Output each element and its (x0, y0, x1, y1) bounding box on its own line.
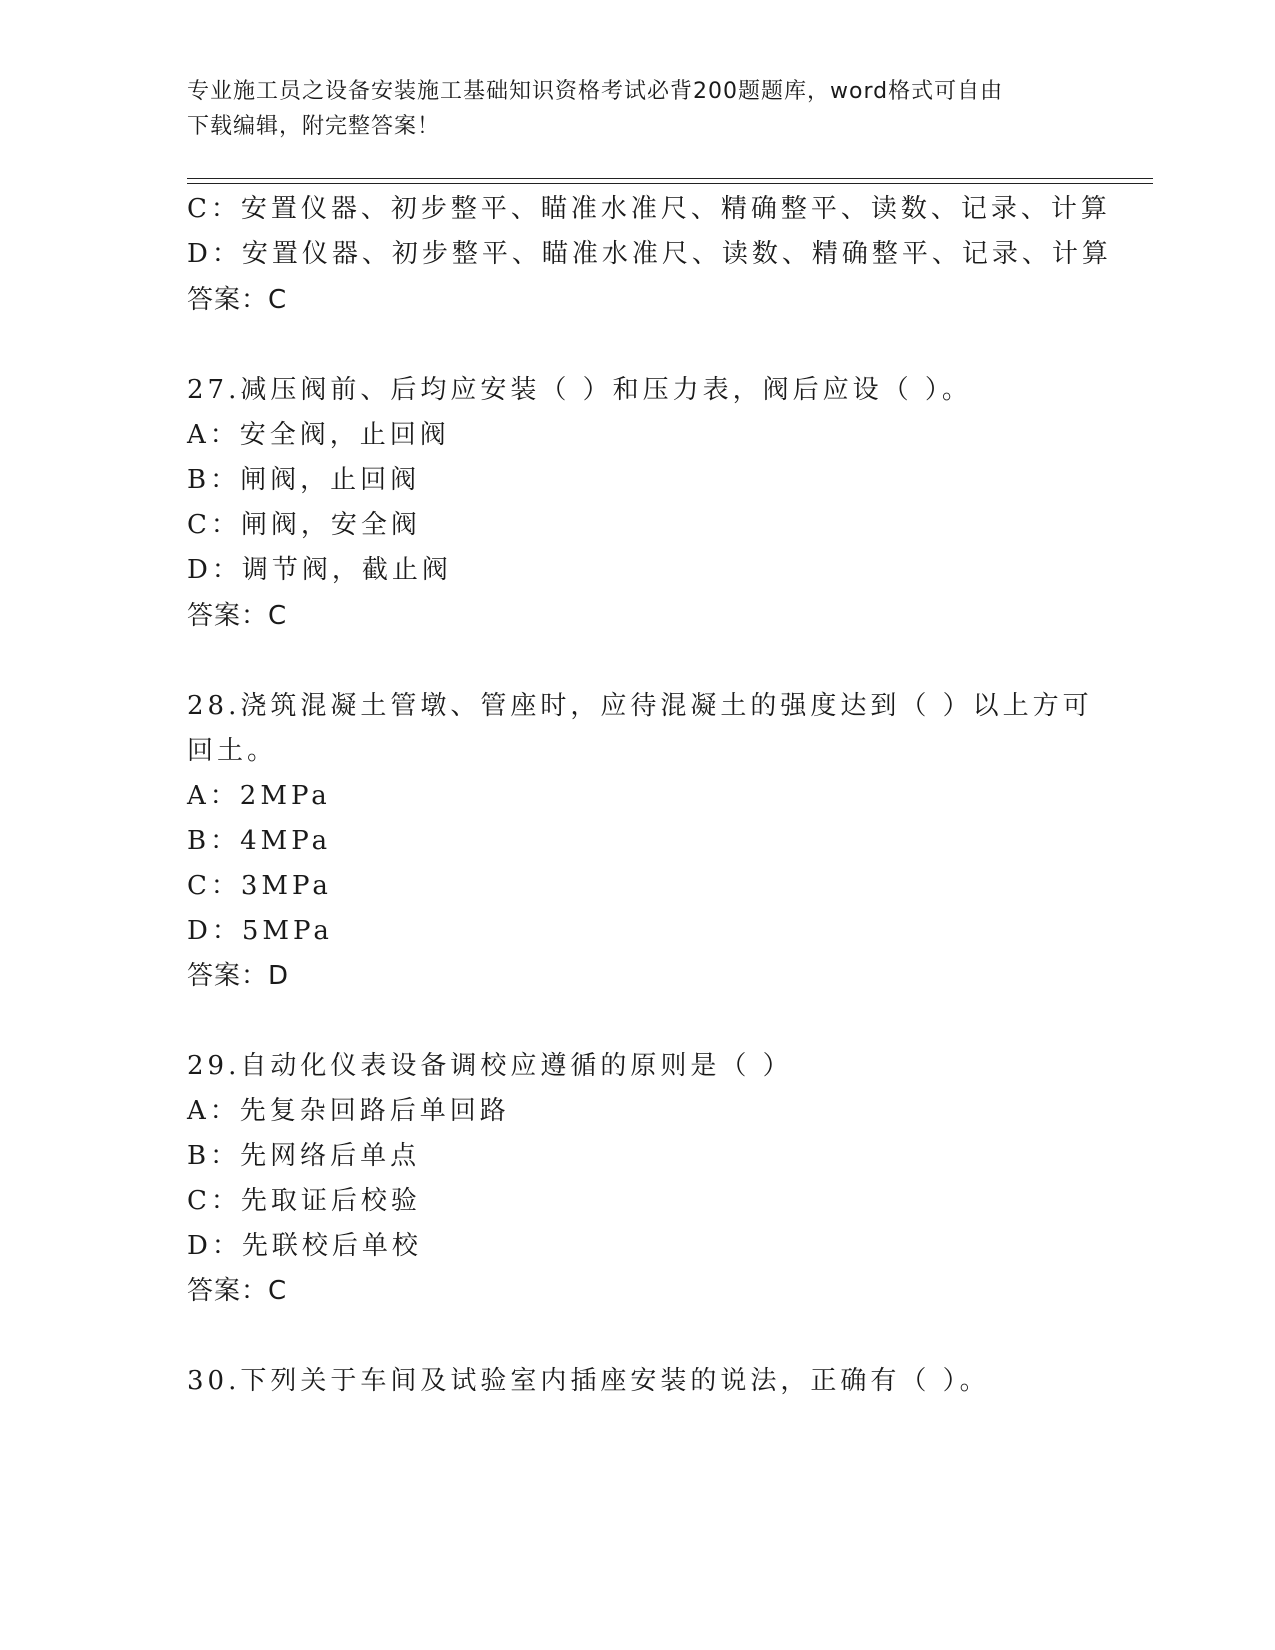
q28-option-b: B：4MPa (187, 826, 332, 856)
q28-option-d: D：5MPa (187, 916, 333, 946)
q27-option-b: B：闸阀，止回阀 (187, 465, 421, 495)
q27-option-c: C：闸阀，安全阀 (187, 510, 421, 540)
q27-option-d: D：调节阀，截止阀 (187, 555, 452, 585)
q28-option-a: A：2MPa (187, 781, 331, 811)
q28-question-line-1: 28.浇筑混凝土管墩、管座时，应待混凝土的强度达到（ ）以上方可 (187, 691, 1093, 721)
document-header (187, 74, 1067, 144)
q27-question: 27.减压阀前、后均应安装（ ）和压力表，阀后应设（ ）。 (187, 375, 972, 405)
q29-option-d: D：先联校后单校 (187, 1231, 422, 1261)
q28-answer: 答案：D (187, 961, 290, 991)
q29-answer: 答案：C (187, 1276, 288, 1306)
q27-answer: 答案：C (187, 601, 288, 631)
q27-option-a: A：安全阀，止回阀 (187, 420, 450, 450)
q29-option-c: C：先取证后校验 (187, 1186, 421, 1216)
q28-question-line-2: 回土。 (187, 736, 278, 766)
header-divider-bottom (187, 183, 1153, 184)
header-divider-top (187, 178, 1153, 179)
q28-option-c: C：3MPa (187, 871, 332, 901)
header-line-2: 下载编辑，附完整答案！ (187, 114, 441, 139)
q29-option-a: A：先复杂回路后单回路 (187, 1096, 510, 1126)
q26-option-d: D：安置仪器、初步整平、瞄准水准尺、读数、精确整平、记录、计算 (187, 239, 1112, 269)
q26-answer: 答案：C (187, 285, 288, 315)
q29-option-b: B：先网络后单点 (187, 1141, 421, 1171)
q30-question: 30.下列关于车间及试验室内插座安装的说法，正确有（ ）。 (187, 1366, 990, 1396)
q29-question: 29.自动化仪表设备调校应遵循的原则是（ ） (187, 1051, 793, 1081)
header-line-1: 专业施工员之设备安装施工基础知识资格考试必背200题题库，word格式可自由 (187, 79, 1004, 104)
q26-option-c: C：安置仪器、初步整平、瞄准水准尺、精确整平、读数、记录、计算 (187, 194, 1111, 224)
